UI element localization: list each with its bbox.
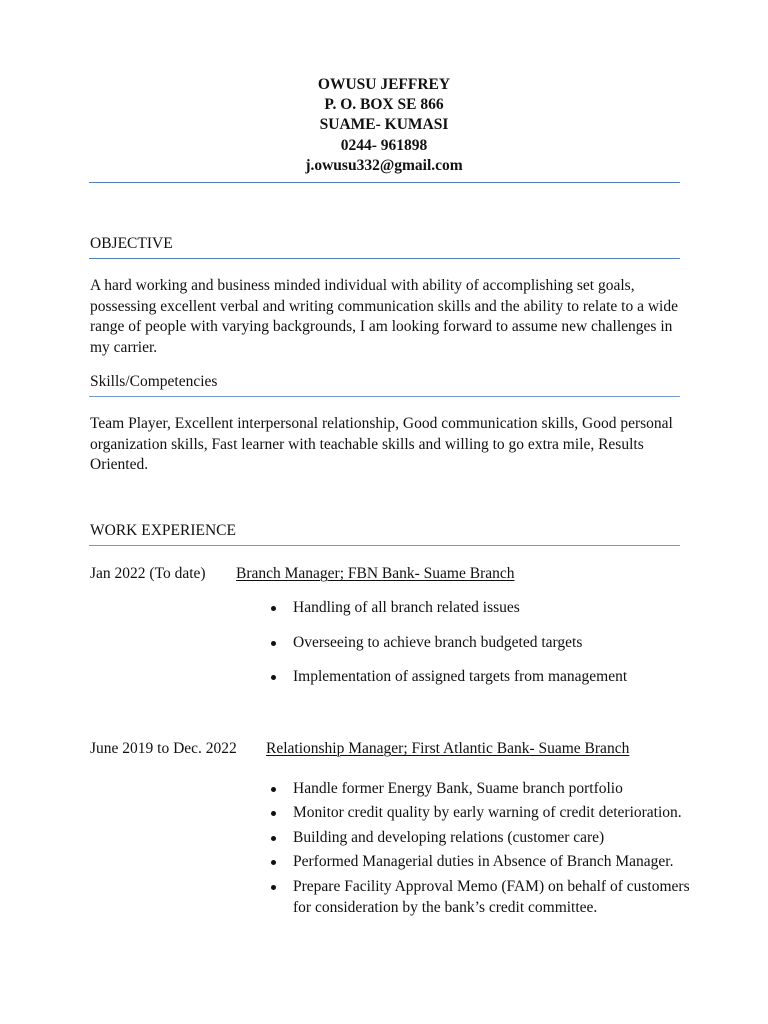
bullet-icon bbox=[269, 803, 281, 824]
duty-item bbox=[293, 828, 604, 849]
candidate-name: OWUSU JEFFREY bbox=[317, 76, 451, 93]
bullet-icon bbox=[269, 828, 281, 849]
duty-item bbox=[293, 877, 690, 918]
duty-item bbox=[293, 852, 673, 873]
objective-line: my carrier. bbox=[90, 338, 158, 356]
job-title: Branch Manager; FBN Bank- Suame Branch bbox=[236, 565, 515, 582]
objective-heading: OBJECTIVE bbox=[90, 235, 173, 252]
skills-line: organization skills, Fast learner with teachable skills and willing to go extra mile, Results bbox=[90, 435, 644, 453]
duty-text: Building and developing relations (customer care) bbox=[293, 829, 605, 846]
duty-text: Monitor credit quality by early warning of credit deterioration. bbox=[293, 804, 682, 821]
duty-text: Implementation of assigned targets from management bbox=[293, 668, 628, 685]
duty-text-continued: for consideration by the bank’s credit committee. bbox=[293, 898, 598, 916]
duty-item bbox=[293, 667, 627, 688]
bullet-icon bbox=[269, 667, 281, 688]
skills-line: Oriented. bbox=[90, 456, 149, 473]
skills-divider bbox=[89, 396, 680, 397]
phone-number: 0244- 961898 bbox=[340, 137, 428, 154]
job-dates: June 2019 to Dec. 2022 bbox=[90, 740, 237, 757]
duty-item bbox=[293, 633, 582, 654]
bullet-icon bbox=[269, 633, 281, 654]
job-title: Relationship Manager; First Atlantic Bank- Suame Branch bbox=[266, 740, 630, 757]
email-address: j.owusu332@gmail.com bbox=[305, 157, 463, 174]
bullet-icon bbox=[269, 598, 281, 619]
duty-text: Prepare Facility Approval Memo (FAM) on behalf of customers bbox=[293, 878, 690, 895]
city: SUAME- KUMASI bbox=[319, 116, 449, 133]
work-experience-divider bbox=[89, 545, 680, 546]
duty-text: Handle former Energy Bank, Suame branch portfolio bbox=[293, 780, 623, 797]
objective-line: range of people with varying backgrounds, I am looking forward to assume new challenges in bbox=[90, 318, 673, 335]
job-dates: Jan 2022 (To date) bbox=[90, 565, 206, 582]
work-experience-heading: WORK EXPERIENCE bbox=[90, 522, 236, 539]
skills-line: Team Player, Excellent interpersonal relationship, Good communication skills, Good personal bbox=[90, 415, 673, 432]
duty-text: Performed Managerial duties in Absence of Branch Manager. bbox=[293, 853, 674, 870]
header-divider bbox=[89, 182, 680, 183]
bullet-icon bbox=[269, 779, 281, 800]
skills-paragraph bbox=[90, 414, 673, 476]
bullet-icon bbox=[269, 877, 281, 898]
objective-line: A hard working and business minded individual with ability of accomplishing set goals, bbox=[90, 277, 635, 294]
duty-item bbox=[293, 598, 520, 619]
bullet-icon bbox=[269, 852, 281, 873]
skills-heading: Skills/Competencies bbox=[90, 373, 218, 390]
objective-line: possessing excellent verbal and writing communication skills and the ability to relate to a wide bbox=[90, 297, 678, 315]
objective-divider bbox=[89, 258, 680, 259]
duty-text: Handling of all branch related issues bbox=[293, 599, 520, 616]
duty-item bbox=[293, 803, 682, 824]
objective-paragraph bbox=[90, 276, 678, 358]
duty-item bbox=[293, 779, 623, 800]
duty-text: Overseeing to achieve branch budgeted targets bbox=[293, 634, 583, 651]
postal-address: P. O. BOX SE 866 bbox=[324, 96, 444, 113]
